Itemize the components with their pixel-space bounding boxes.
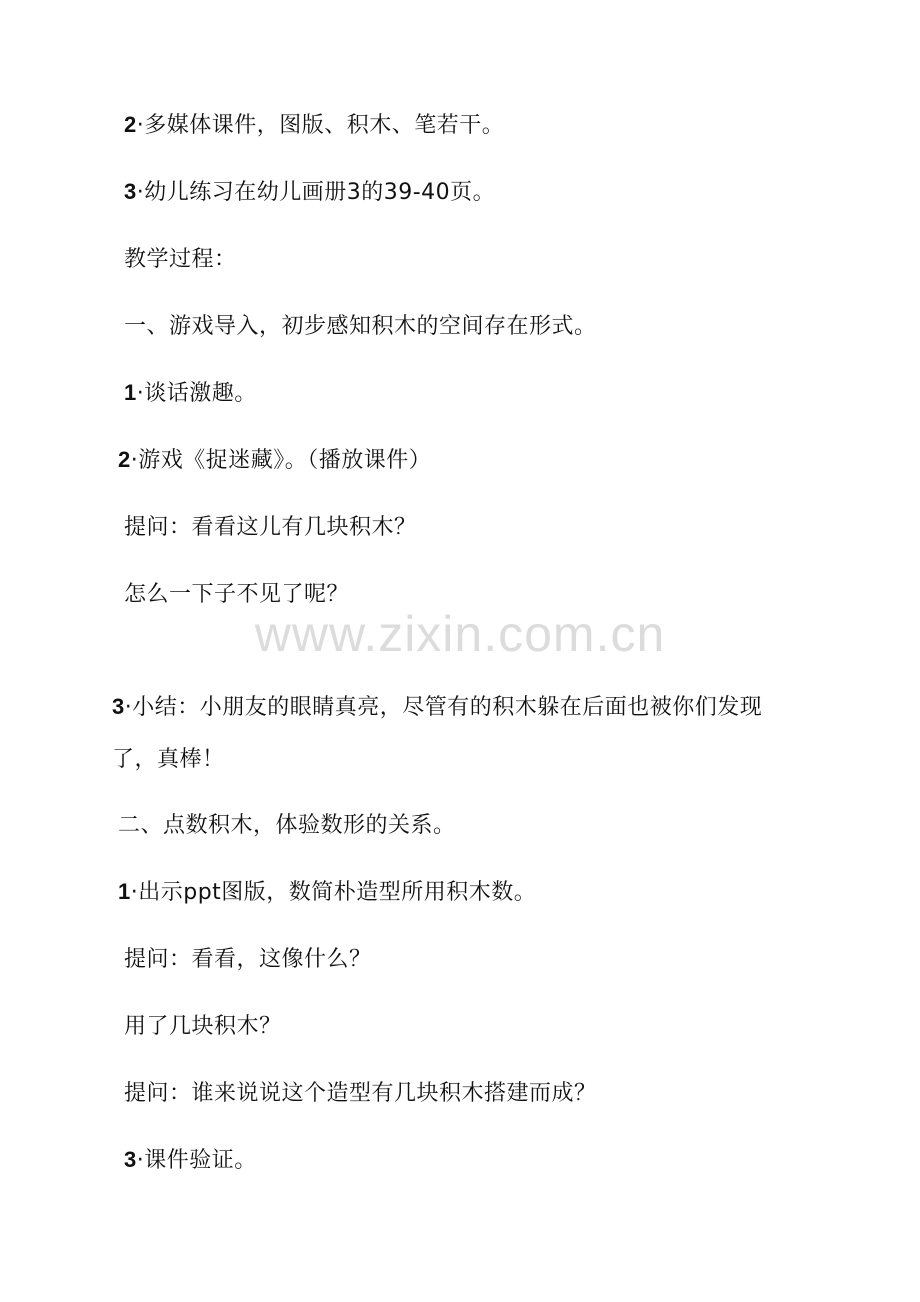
item-number: 2	[124, 112, 137, 137]
item-number: 2	[118, 447, 131, 472]
line-text: ·小结：小朋友的眼睛真亮，尽管有的积木躲在后面也被你们发现	[124, 695, 763, 720]
line-text: 用了几块积木？	[124, 1014, 282, 1039]
document-line	[124, 177, 495, 208]
line-text: ·游戏《捉迷藏》。（播放课件）	[130, 448, 432, 473]
document-line	[124, 944, 372, 975]
line-text: ·谈话激趣。	[136, 381, 257, 406]
document-line	[124, 1145, 257, 1176]
document-line	[124, 378, 257, 409]
line-text: 怎么一下子不见了呢？	[124, 582, 350, 607]
document-line	[124, 1078, 597, 1109]
document-line	[112, 744, 225, 775]
line-text: 提问：看看，这像什么？	[124, 947, 372, 972]
document-line	[124, 244, 237, 275]
item-number: 1	[118, 879, 131, 904]
line-text: 一、游戏导入，初步感知积木的空间存在形式。	[124, 314, 597, 339]
document-line	[112, 692, 762, 723]
document-line	[118, 877, 536, 908]
line-text: ·课件验证。	[136, 1148, 257, 1173]
document-line	[124, 512, 417, 543]
item-number: 3	[124, 1147, 137, 1172]
item-number: 3	[124, 179, 137, 204]
item-number: 1	[124, 380, 137, 405]
line-text: ·出示ppt图版，数简朴造型所用积木数。	[130, 880, 537, 905]
watermark: www.zixin.com.cn	[254, 606, 666, 662]
document-line	[124, 110, 504, 141]
line-text: 二、点数积木，体验数形的关系。	[118, 813, 456, 838]
line-text: 教学过程：	[124, 247, 237, 272]
document-line	[124, 311, 597, 342]
item-number: 3	[112, 694, 125, 719]
line-text: ·幼儿练习在幼儿画册3的39-40页。	[136, 180, 496, 205]
document-line	[118, 810, 456, 841]
line-text: 了，真棒！	[112, 747, 225, 772]
document-line	[124, 1011, 282, 1042]
document-line	[118, 445, 431, 476]
line-text: ·多媒体课件，图版、积木、笔若干。	[136, 113, 505, 138]
line-text: 提问：看看这儿有几块积木？	[124, 515, 417, 540]
line-text: 提问：谁来说说这个造型有几块积木搭建而成？	[124, 1081, 597, 1106]
